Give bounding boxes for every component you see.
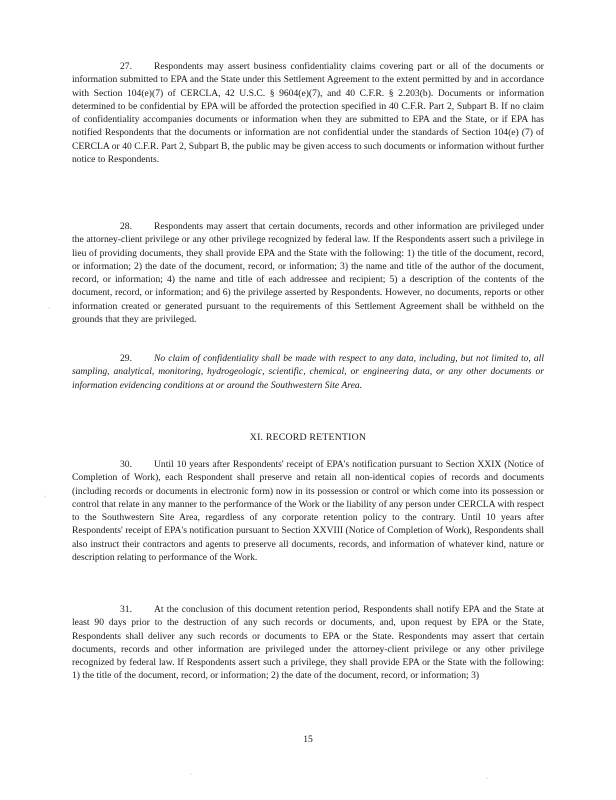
paragraph-text: Respondents may assert that certain documents, records and other information are privileged under the attorney-client privilege or any other privilege recognized by federal law. If the Respondents assert such a privilege in lieu of providing documents, they shall provide EPA and the State with the following: 1) the title of the document, record, or information; 2) the date of the document, record, or information; 3) the name and title of the author of the document, record, or information; 4) the name and title of each addressee and recipient; 5) a description of the contents of the document, record, or information; and 6) the privilege asserted by Respondents. However, no documents, reports or other information created or generated pursuant to the requirements of this Settlement Agreement shall be withheld on the grounds that they are privileged. bbox=[72, 221, 544, 325]
paragraph-text: At the conclusion of this document retention period, Respondents shall notify EPA and the State at least 90 days prior to the destruction of any such records or documents, and, upon request by EPA or the State, Respondents shall deliver any such records or documents to EPA or the State. Respondents may assert that certain documents, records and other information are privileged under the attorney-client privilege or any other privilege recognized by federal law. If Respondents assert such a privilege, they shall provide EPA or the State with the following: 1) the title of the document, record, or information; 2) the date of the document, record, or information; 3) bbox=[72, 604, 544, 682]
paragraph-28 bbox=[72, 220, 544, 326]
paragraph-30 bbox=[72, 458, 544, 564]
page-number: 15 bbox=[303, 734, 313, 745]
paragraph-number: 28. bbox=[120, 221, 132, 232]
paragraph-number: 31. bbox=[120, 604, 132, 615]
scan-speck: · bbox=[190, 772, 192, 778]
paragraph-31 bbox=[72, 603, 544, 683]
paragraph-number: 29. bbox=[120, 353, 132, 364]
paragraph-text: Until 10 years after Respondents' receipt of EPA's notification pursuant to Section XXIX (Notice of Completion of Work), each Respondent shall preserve and retain all non-identical copies of records and documents (including records or documents in electronic form) now in its possession or control or which come into its possession or control that relate in any manner to the performance of the Work or the liability of any person under CERCLA with respect to the Southwestern Site Area, regardless of any corporate retention policy to the contrary. Until 10 years after Respondents' receipt of EPA's notification pursuant to Section XXVIII (Notice of Completion of Work), Respondents shall also instruct their contractors and agents to preserve all documents, records, and information of whatever kind, nature or description relating to performance of the Work. bbox=[72, 459, 544, 563]
paragraph-27 bbox=[72, 60, 544, 166]
scan-speck: · bbox=[44, 494, 46, 500]
paragraph-text: Respondents may assert business confidentiality claims covering part or all of the documents or information submitted to EPA and the State under this Settlement Agreement to the extent permitted by and in accordance with Section 104(e)(7) of CERCLA, 42 U.S.C. § 9604(e)(7), and 40 C.F.R. § 2.203(b). Documents or information determined to be confidential by EPA will be afforded the protection specified in 40 C.F.R. Part 2, Subpart B. If no claim of confidentiality accompanies documents or information when they are submitted to EPA and the State, or if EPA has notified Respondents that the documents or information are not confidential under the standards of Section 104(e) (7) of CERCLA or 40 C.F.R. Part 2, Subpart B, the public may be given access to such documents or information without further notice to Respondents. bbox=[72, 61, 544, 165]
scan-speck: · bbox=[486, 776, 488, 782]
paragraph-number: 30. bbox=[120, 459, 132, 470]
paragraph-number: 27. bbox=[120, 61, 132, 72]
section-heading: XI. RECORD RETENTION bbox=[249, 432, 367, 443]
paragraph-29 bbox=[72, 352, 544, 392]
scan-speck: · bbox=[48, 306, 50, 312]
paragraph-text: No claim of confidentiality shall be made with respect to any data, including, but not limited to, all sampling, analytical, monitoring, hydrogeologic, scientific, chemical, or engineering data, or any other documents or information evidencing conditions at or around the Southwestern Site Area. bbox=[72, 353, 544, 391]
